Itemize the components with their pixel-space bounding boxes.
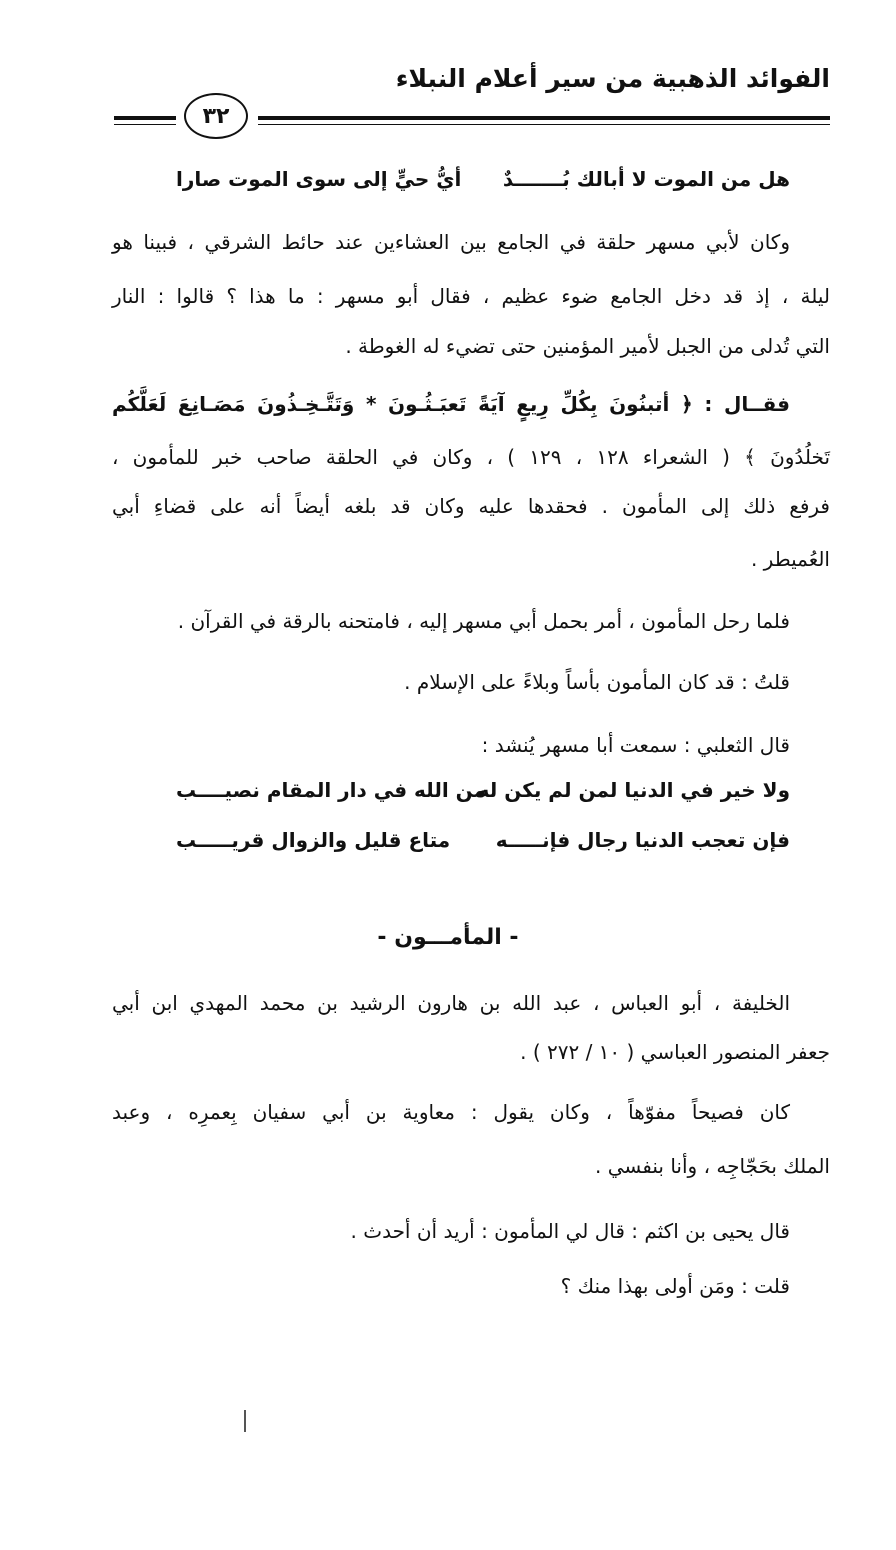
para7-line2: الملك بحَجّاجِه ، وأنا بنفسي . — [595, 1154, 830, 1178]
poem-line1-left: من الله في دار المقام نصيــــب — [176, 778, 487, 802]
para4: قلتُ : قد كان المأمون بأساً وبلاءً على الإسلام . — [404, 670, 790, 694]
para7-line1: كان فصيحاً مفوّهاً ، وكان يقول : معاوية بن أبي سفيان بِعمرِه ، وعبد — [112, 1100, 790, 1124]
header-rule-left-thin — [114, 124, 176, 125]
para1-line2: ليلة ، إذ قد دخل الجامع ضوء عظيم ، فقال أبو مسهر : ما هذا ؟ قالوا : النار — [112, 284, 830, 308]
para9: قلت : ومَن أولى بهذا منك ؟ — [560, 1274, 790, 1298]
verse-top-right: هل من الموت لا أبالك بُـــــــدٌ — [502, 167, 790, 191]
verse-top-left: أيُّ حيٍّ إلى سوى الموت صارا — [176, 167, 462, 191]
page-number: ٣٢ — [184, 93, 248, 139]
para2-line3: فرفع ذلك إلى المأمون . فحقدها عليه وكان قد بلغه أيضاً أنه على قضاءِ أبي — [112, 494, 830, 518]
para3: فلما رحل المأمون ، أمر بحمل أبي مسهر إليه ، فامتحنه بالرقة في القرآن . — [177, 609, 790, 633]
header-rule-left — [114, 116, 176, 120]
para8: قال يحيى بن اكثم : قال لي المأمون : أريد أن أحدث . — [350, 1219, 790, 1243]
para5: قال الثعلبي : سمعت أبا مسهر يُنشد : — [481, 733, 790, 757]
poem-line2-right: فإن تعجب الدنيا رجال فإنـــــه — [495, 828, 790, 852]
scan-mark — [244, 1410, 246, 1432]
header-rule-thin — [258, 124, 830, 125]
poem-line1-right: ولا خير في الدنيا لمن لم يكن له — [477, 778, 790, 802]
running-header-title: الفوائد الذهبية من سير أعلام النبلاء — [395, 64, 830, 93]
para6-line1: الخليفة ، أبو العباس ، عبد الله بن هارون الرشيد بن محمد المهدي ابن أبي — [112, 991, 790, 1015]
para1-line3: التي تُدلى من الجبل لأمير المؤمنين حتى تضيء له الغوطة . — [345, 334, 830, 358]
header-rule — [258, 116, 830, 120]
poem-line2-left: متاع قليل والزوال قريـــــب — [176, 828, 451, 852]
para6-line2: جعفر المنصور العباسي ( ١٠ / ٢٧٢ ) . — [520, 1040, 830, 1064]
section-heading: - المأمـــون - — [377, 925, 519, 950]
para2-line4: العُميطر . — [750, 547, 830, 571]
para1-line1: وكان لأبي مسهر حلقة في الجامع بين العشاءين عند حائط الشرقي ، فبينا هو — [112, 230, 790, 254]
para2-line2: تَخلُدُونَ ﴾ ( الشعراء ١٢٨ ، ١٢٩ ) ، وكان في الحلقة صاحب خبر للمأمون ، — [112, 445, 831, 469]
para2-line1: فقــال : ﴿ أتبنُونَ بِكُلِّ رِيعٍ آيَةً تَعبَـثُـونَ * وَتَتَّـخِـذُونَ مَصَـانِعَ لَعَلَّكُم — [112, 392, 790, 416]
